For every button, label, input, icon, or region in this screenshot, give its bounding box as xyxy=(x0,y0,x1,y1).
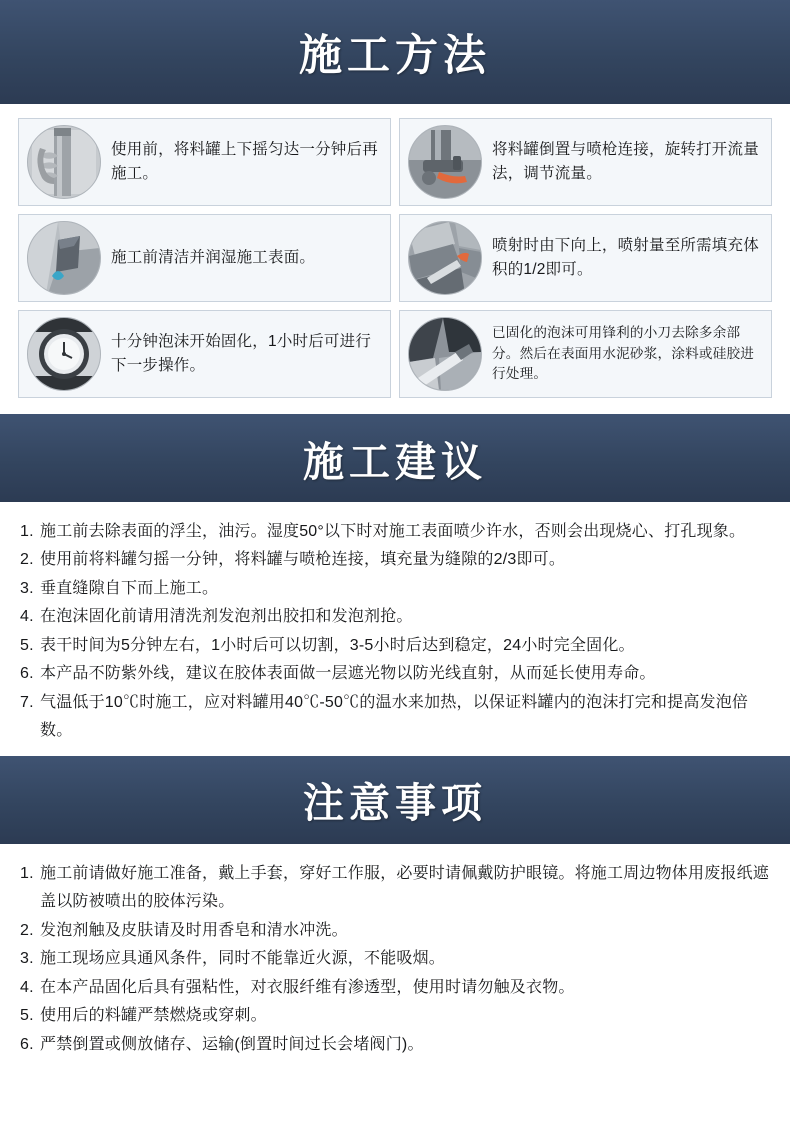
list-item xyxy=(20,575,770,603)
list-item-number: 4. xyxy=(20,978,34,996)
method-step-text: 将料罐倒置与喷枪连接，旋转打开流量法，调节流量。 xyxy=(492,140,759,182)
method-step-item xyxy=(18,214,391,302)
list-item xyxy=(20,1002,770,1030)
list-item-number: 3. xyxy=(20,579,34,597)
clean-wet-surface-icon xyxy=(27,221,101,295)
list-item-text: 使用后的料罐严禁燃烧或穿刺。 xyxy=(40,1007,267,1025)
list-item-number: 4. xyxy=(20,608,34,626)
list-item-text: 垂直缝隙自下而上施工。 xyxy=(40,579,219,597)
clock-ten-minutes-icon xyxy=(27,317,101,391)
list-item-number: 5. xyxy=(20,1007,34,1025)
method-section-body xyxy=(0,104,790,414)
section-title-method: 施工方法 xyxy=(299,31,491,80)
section-title-notice: 注意事项 xyxy=(303,780,487,827)
spray-can-shake-icon xyxy=(27,125,101,199)
list-item xyxy=(20,546,770,574)
method-step-text: 施工前清洁并润湿施工表面。 xyxy=(111,248,316,266)
list-item-number: 1. xyxy=(20,523,34,540)
list-item-number: 2. xyxy=(20,551,34,569)
list-item-text: 本产品不防紫外线，建议在胶体表面做一层遮光物以防光线直射，从而延长使用寿命。 xyxy=(40,665,656,683)
section-banner-method xyxy=(0,0,790,104)
notice-section-body xyxy=(0,844,790,1069)
method-step-item xyxy=(399,310,772,398)
list-item xyxy=(20,603,770,631)
list-item-text: 使用前将料罐匀摇一分钟，将料罐与喷枪连接，填充量为缝隙的2/3即可。 xyxy=(40,551,566,569)
list-item xyxy=(20,974,770,1002)
method-step-item xyxy=(18,118,391,206)
method-step-item xyxy=(18,310,391,398)
list-item-number: 6. xyxy=(20,665,34,683)
list-item-text: 在泡沫固化前请用清洗剂发泡剂出胶扣和发泡剂抢。 xyxy=(40,608,413,626)
list-item-text: 表干时间为5分钟左右，1小时后可以切割，3-5小时后达到稳定，24小时完全固化。 xyxy=(40,636,635,654)
list-item-text: 在本产品固化后具有强粘性，对衣服纤维有渗透型，使用时请勿触及衣物。 xyxy=(40,978,575,996)
list-item-number: 2. xyxy=(20,921,34,939)
list-item xyxy=(20,860,770,917)
spray-upward-gap-icon xyxy=(408,221,482,295)
method-step-text: 已固化的泡沫可用锋利的小刀去除多余部分。然后在表面用水泥砂浆，涂料或硅胶进行处理。 xyxy=(492,325,755,382)
list-item-text: 施工现场应具通风条件，同时不能靠近火源，不能吸烟。 xyxy=(40,950,446,968)
method-step-text: 十分钟泡沫开始固化，1小时后可进行下一步操作。 xyxy=(111,332,372,374)
section-title-advice: 施工建议 xyxy=(303,438,487,485)
list-item-number: 3. xyxy=(20,950,34,968)
knife-trim-foam-icon xyxy=(408,317,482,391)
list-item-text: 施工前请做好施工准备，戴上手套，穿好工作服，必要时请佩戴防护眼镜。将施工周边物体用废报纸遮盖以防被喷出的胶体污染。 xyxy=(40,864,770,911)
method-step-item xyxy=(399,214,772,302)
list-item-text: 发泡剂触及皮肤请及时用香皂和清水冲洗。 xyxy=(40,921,348,939)
section-banner-notice xyxy=(0,756,790,844)
method-step-text: 使用前，将料罐上下摇匀达一分钟后再施工。 xyxy=(111,140,378,182)
list-item-text: 严禁倒置或侧放储存、运输(倒置时间过长会堵阀门)。 xyxy=(40,1035,424,1053)
spray-gun-connect-icon xyxy=(408,125,482,199)
list-item-number: 1. xyxy=(20,864,34,882)
method-step-grid xyxy=(18,118,772,398)
list-item xyxy=(20,945,770,973)
list-item-number: 5. xyxy=(20,636,34,654)
list-item-number: 7. xyxy=(20,693,34,711)
list-item xyxy=(20,632,770,660)
list-item-text: 施工前去除表面的浮尘，油污。湿度50°以下时对施工表面喷少许水，否则会出现烧心、打孔现象。 xyxy=(40,523,746,540)
list-item-number: 6. xyxy=(20,1035,34,1053)
list-item xyxy=(20,518,770,546)
section-banner-advice xyxy=(0,414,790,502)
list-item-text: 气温低于10℃时施工，应对料罐用40℃-50℃的温水来加热，以保证料罐内的泡沫打完和提高发泡倍数。 xyxy=(40,693,749,740)
list-item xyxy=(20,1031,770,1059)
list-item xyxy=(20,689,770,746)
advice-section-body xyxy=(0,502,790,756)
list-item xyxy=(20,917,770,945)
method-step-text: 喷射时由下向上，喷射量至所需填充体积的1/2即可。 xyxy=(492,236,759,278)
method-step-item xyxy=(399,118,772,206)
list-item xyxy=(20,660,770,688)
